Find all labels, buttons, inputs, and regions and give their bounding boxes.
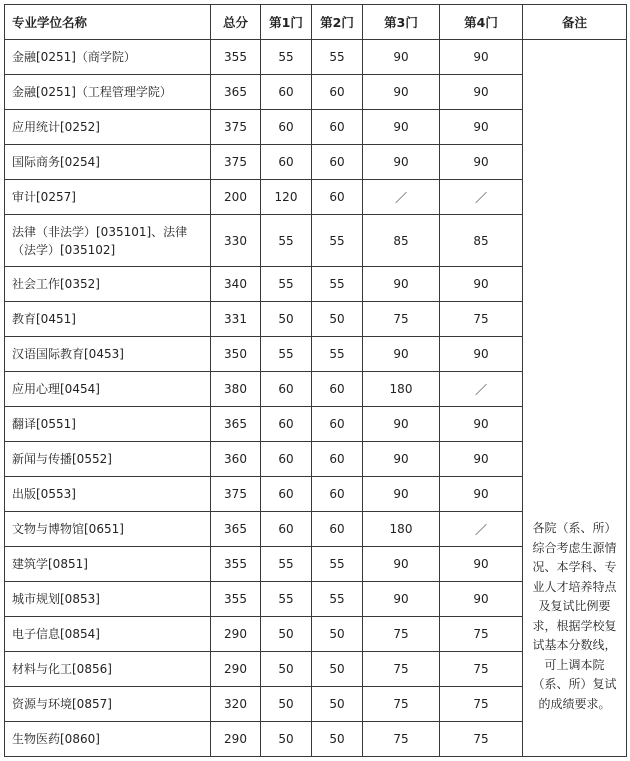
cell-total: 375 — [211, 145, 261, 180]
cell-name: 翻译[0551] — [5, 407, 211, 442]
remark-cell: 各院（系、所）综合考虑生源情况、本学科、专业人才培养特点及复试比例要求，根据学校复试基本分数线，可上调本院（系、所）复试的成绩要求。 — [523, 40, 627, 757]
cell-subject2: 60 — [312, 372, 363, 407]
cell-subject4: 90 — [440, 75, 523, 110]
cell-subject2: 55 — [312, 40, 363, 75]
cell-subject2: 60 — [312, 442, 363, 477]
cell-name: 国际商务[0254] — [5, 145, 211, 180]
score-table — [4, 4, 627, 757]
cell-subject2: 60 — [312, 145, 363, 180]
cell-subject4: 90 — [440, 267, 523, 302]
cell-name: 教育[0451] — [5, 302, 211, 337]
cell-subject3: 75 — [363, 722, 440, 757]
cell-subject3: 90 — [363, 582, 440, 617]
cell-subject1: 50 — [261, 302, 312, 337]
cell-total: 380 — [211, 372, 261, 407]
cell-subject4: 75 — [440, 617, 523, 652]
cell-subject4: 90 — [440, 477, 523, 512]
cell-total: 330 — [211, 215, 261, 267]
cell-subject1: 55 — [261, 547, 312, 582]
cell-subject3: 75 — [363, 687, 440, 722]
cell-subject1: 55 — [261, 215, 312, 267]
cell-subject4: 75 — [440, 652, 523, 687]
cell-subject3: 75 — [363, 652, 440, 687]
cell-total: 340 — [211, 267, 261, 302]
cell-total: 355 — [211, 582, 261, 617]
cell-subject2: 60 — [312, 477, 363, 512]
header-subject4: 第4门 — [440, 5, 523, 40]
cell-subject1: 50 — [261, 652, 312, 687]
cell-subject3: 75 — [363, 302, 440, 337]
cell-subject3: ／ — [363, 180, 440, 215]
cell-total: 355 — [211, 40, 261, 75]
cell-name: 文物与博物馆[0651] — [5, 512, 211, 547]
cell-name: 城市规划[0853] — [5, 582, 211, 617]
cell-total: 290 — [211, 652, 261, 687]
cell-subject4: 85 — [440, 215, 523, 267]
cell-subject1: 60 — [261, 477, 312, 512]
cell-name: 法律（非法学）[035101]、法律（法学）[035102] — [5, 215, 211, 267]
cell-subject1: 60 — [261, 110, 312, 145]
cell-subject2: 60 — [312, 512, 363, 547]
cell-subject3: 75 — [363, 617, 440, 652]
cell-subject1: 55 — [261, 40, 312, 75]
cell-total: 331 — [211, 302, 261, 337]
cell-subject2: 50 — [312, 302, 363, 337]
cell-subject4: 75 — [440, 302, 523, 337]
cell-subject3: 180 — [363, 372, 440, 407]
cell-subject1: 55 — [261, 267, 312, 302]
cell-subject4: 90 — [440, 442, 523, 477]
cell-name: 电子信息[0854] — [5, 617, 211, 652]
cell-subject2: 50 — [312, 722, 363, 757]
cell-name: 社会工作[0352] — [5, 267, 211, 302]
cell-subject2: 60 — [312, 407, 363, 442]
cell-total: 365 — [211, 512, 261, 547]
cell-name: 应用统计[0252] — [5, 110, 211, 145]
cell-total: 290 — [211, 617, 261, 652]
cell-subject2: 60 — [312, 75, 363, 110]
cell-subject3: 90 — [363, 75, 440, 110]
cell-total: 200 — [211, 180, 261, 215]
cell-subject3: 90 — [363, 407, 440, 442]
cell-subject4: ／ — [440, 512, 523, 547]
cell-subject1: 50 — [261, 617, 312, 652]
cell-name: 金融[0251]（商学院） — [5, 40, 211, 75]
cell-subject3: 90 — [363, 337, 440, 372]
cell-subject2: 50 — [312, 652, 363, 687]
cell-subject3: 90 — [363, 477, 440, 512]
cell-subject3: 85 — [363, 215, 440, 267]
cell-name: 应用心理[0454] — [5, 372, 211, 407]
cell-subject4: ／ — [440, 372, 523, 407]
cell-subject1: 50 — [261, 687, 312, 722]
cell-total: 375 — [211, 477, 261, 512]
cell-subject4: 90 — [440, 547, 523, 582]
cell-subject2: 55 — [312, 267, 363, 302]
cell-subject2: 55 — [312, 337, 363, 372]
cell-subject3: 90 — [363, 547, 440, 582]
cell-subject1: 60 — [261, 512, 312, 547]
cell-subject1: 60 — [261, 75, 312, 110]
header-subject3: 第3门 — [363, 5, 440, 40]
cell-subject2: 50 — [312, 617, 363, 652]
cell-subject3: 180 — [363, 512, 440, 547]
cell-total: 290 — [211, 722, 261, 757]
table-row — [5, 40, 627, 75]
cell-subject4: 90 — [440, 337, 523, 372]
cell-subject2: 55 — [312, 582, 363, 617]
cell-subject3: 90 — [363, 40, 440, 75]
cell-subject4: 90 — [440, 407, 523, 442]
cell-subject2: 55 — [312, 215, 363, 267]
cell-subject1: 55 — [261, 337, 312, 372]
cell-subject1: 55 — [261, 582, 312, 617]
cell-total: 365 — [211, 407, 261, 442]
cell-subject3: 90 — [363, 442, 440, 477]
cell-name: 新闻与传播[0552] — [5, 442, 211, 477]
cell-subject4: ／ — [440, 180, 523, 215]
header-total: 总分 — [211, 5, 261, 40]
cell-subject1: 50 — [261, 722, 312, 757]
cell-subject4: 75 — [440, 722, 523, 757]
cell-subject1: 120 — [261, 180, 312, 215]
cell-subject3: 90 — [363, 145, 440, 180]
cell-subject4: 90 — [440, 110, 523, 145]
cell-subject1: 60 — [261, 372, 312, 407]
cell-name: 资源与环境[0857] — [5, 687, 211, 722]
cell-subject2: 60 — [312, 180, 363, 215]
cell-subject2: 60 — [312, 110, 363, 145]
header-row — [5, 5, 627, 40]
cell-total: 355 — [211, 547, 261, 582]
cell-subject4: 75 — [440, 687, 523, 722]
cell-name: 材料与化工[0856] — [5, 652, 211, 687]
cell-subject3: 90 — [363, 267, 440, 302]
cell-total: 360 — [211, 442, 261, 477]
cell-subject3: 90 — [363, 110, 440, 145]
cell-subject4: 90 — [440, 582, 523, 617]
cell-name: 审计[0257] — [5, 180, 211, 215]
cell-subject4: 90 — [440, 145, 523, 180]
cell-subject4: 90 — [440, 40, 523, 75]
cell-name: 汉语国际教育[0453] — [5, 337, 211, 372]
cell-subject2: 50 — [312, 687, 363, 722]
cell-name: 生物医药[0860] — [5, 722, 211, 757]
header-name: 专业学位名称 — [5, 5, 211, 40]
cell-total: 365 — [211, 75, 261, 110]
cell-subject2: 55 — [312, 547, 363, 582]
cell-total: 375 — [211, 110, 261, 145]
cell-name: 出版[0553] — [5, 477, 211, 512]
cell-name: 建筑学[0851] — [5, 547, 211, 582]
cell-subject1: 60 — [261, 442, 312, 477]
cell-name: 金融[0251]（工程管理学院） — [5, 75, 211, 110]
header-subject1: 第1门 — [261, 5, 312, 40]
cell-total: 350 — [211, 337, 261, 372]
cell-subject1: 60 — [261, 145, 312, 180]
header-subject2: 第2门 — [312, 5, 363, 40]
cell-total: 320 — [211, 687, 261, 722]
header-remark: 备注 — [523, 5, 627, 40]
cell-subject1: 60 — [261, 407, 312, 442]
